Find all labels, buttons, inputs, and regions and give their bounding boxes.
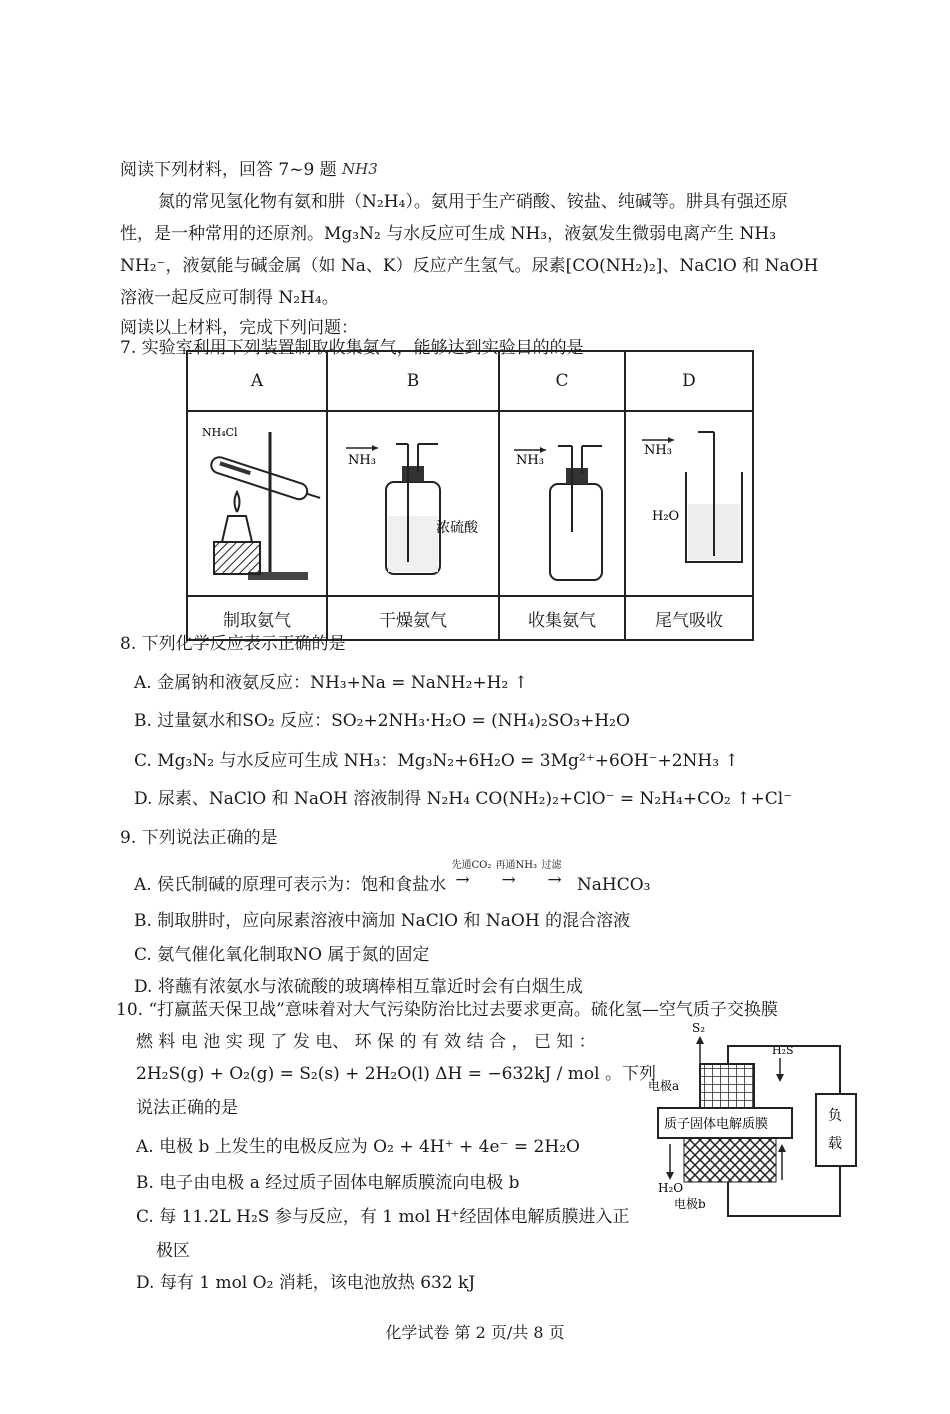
intro-instruction: 阅读以上材料，完成下列问题： (120, 318, 358, 338)
q10-stem-line-1: 10. “打赢蓝天保卫战”意味着对大气污染防治比过去要求更高。硫化氢—空气质子交换膜 (116, 1000, 778, 1020)
q10-stem-line-2: 燃 料 电 池 实 现 了 发 电、 环 保 的 有 效 结 合 ， 已 知 ： (136, 1032, 596, 1052)
q10-option-a: A. 电极 b 上发生的电极反应为 O₂ + 4H⁺ + 4e⁻ = 2H₂O (136, 1137, 580, 1157)
q9-option-b: B. 制取肼时，应向尿素溶液中滴加 NaClO 和 NaOH 的混合溶液 (134, 911, 631, 931)
arrow-icon: → (547, 870, 562, 890)
absorption-beaker-diagram (626, 412, 752, 590)
reagent-label: NH₄Cl (202, 426, 238, 439)
q10-stem-line-4: 说法正确的是 (136, 1098, 238, 1118)
q9-stem: 9. 下列说法正确的是 (120, 828, 278, 848)
arrow-icon: → (455, 870, 470, 890)
q8-stem: 8. 下列化学反应表示正确的是 (120, 634, 346, 654)
electrode-a-label: 电极a (648, 1079, 680, 1093)
q9-option-c: C. 氨气催化氧化制取NO 属于氮的固定 (134, 945, 430, 965)
electrode-b-label: 电极b (674, 1197, 706, 1211)
h2s-label: H₂S (772, 1044, 794, 1057)
q10-stem-line-3: 2H₂S(g) + O₂(g) = S₂(s) + 2H₂O(l) ΔH = −632kJ / mol 。下列 (136, 1064, 656, 1084)
membrane-label: 质子固体电解质膜 (664, 1117, 769, 1132)
header-a: A (187, 351, 327, 411)
load-label-2: 载 (828, 1136, 842, 1152)
q10-option-d: D. 每有 1 mol O₂ 消耗，该电池放热 632 kJ (136, 1273, 476, 1293)
option-a-product: NaHCO₃ (576, 875, 651, 895)
arrow-label-2: 再通NH₃ (495, 860, 537, 871)
intro-paragraph-line-3: NH₂⁻，液氨能与碱金属（如 Na、K）反应产生氢气。尿素[CO(NH₂)₂]、NaClO 和 NaOH (120, 256, 819, 276)
q10-option-c: C. 每 11.2L H₂S 参与反应，有 1 mol H⁺经固体电解质膜进入正 (136, 1207, 630, 1227)
intro-paragraph-line-2: 性，是一种常用的还原剂。Mg₃N₂ 与水反应可生成 NH₃，液氨发生微弱电离产生 NH₃ (120, 224, 777, 244)
heating-apparatus-diagram (188, 412, 326, 590)
page-footer: 化学试卷 第 2 页/共 8 页 (385, 1323, 565, 1342)
arrow-icon: → (501, 870, 516, 890)
gas-label: NH₃ (348, 453, 376, 468)
intro-paragraph-line-4: 溶液一起反应可制得 N₂H₄。 (120, 288, 339, 308)
header-d: D (625, 351, 753, 411)
load-label-1: 负 (828, 1108, 842, 1124)
caption-c: 收集氨气 (499, 596, 625, 640)
gas-label: NH₃ (516, 453, 544, 468)
fuel-cell-diagram (640, 1020, 860, 1220)
apparatus-b (327, 411, 499, 596)
reagent-label: 浓硫酸 (436, 520, 478, 536)
liquid-label: H₂O (652, 509, 680, 524)
q8-option-a: A. 金属钠和液氨反应：NH₃+Na = NaNH₂+H₂ ↑ (134, 673, 528, 693)
arrow-label-1: 先通CO₂ (451, 860, 492, 871)
apparatus-table (186, 350, 754, 641)
header-b: B (327, 351, 499, 411)
h2o-label: H₂O (658, 1181, 684, 1195)
intro-paragraph-line-1: 氮的常见氢化物有氨和肼（N₂H₄）。氨用于生产硝酸、铵盐、纯碱等。肼具有强还原 (158, 192, 788, 212)
caption-b: 干燥氨气 (327, 596, 499, 640)
apparatus-a (187, 411, 327, 596)
q10-option-c-continued: 极区 (156, 1241, 190, 1261)
process-arrows (451, 860, 572, 890)
q8-option-c: C. Mg₃N₂ 与水反应可生成 NH₃：Mg₃N₂+6H₂O = 3Mg²⁺+6OH⁻+2NH₃ ↑ (134, 751, 739, 771)
q9-option-d: D. 将蘸有浓氨水与浓硫酸的玻璃棒相互靠近时会有白烟生成 (134, 977, 583, 997)
apparatus-c (499, 411, 625, 596)
header-c: C (499, 351, 625, 411)
gas-label: NH₃ (644, 443, 672, 458)
q7-stem: 7. 实验室利用下列装置制取收集氨气，能够达到实验目的的是 (120, 338, 584, 358)
caption-a: 制取氨气 (187, 596, 327, 640)
q8-option-b: B. 过量氨水和SO₂ 反应：SO₂+2NH₃·H₂O = (NH₄)₂SO₃+H₂O (134, 711, 630, 731)
gas-washing-bottle-diagram (328, 412, 498, 590)
arrow-label-3: 过滤 (541, 860, 562, 871)
q10-option-b: B. 电子由电极 a 经过质子固体电解质膜流向电极 b (136, 1173, 520, 1193)
intro-heading: 阅读下列材料，回答 7~9 题 (120, 160, 337, 180)
collection-bottle-diagram (500, 412, 624, 590)
caption-d: 尾气吸收 (625, 596, 753, 640)
handwritten-note: NH3 (342, 160, 378, 178)
option-a-prefix: A. 侯氏制碱的原理可表示为：饱和食盐水 (134, 875, 447, 895)
q9-option-a (134, 860, 651, 895)
q8-option-d: D. 尿素、NaClO 和 NaOH 溶液制得 N₂H₄ CO(NH₂)₂+ClO⁻ = N₂H₄+CO₂ ↑+Cl⁻ (134, 789, 793, 809)
apparatus-d (625, 411, 753, 596)
s2-label: S₂ (692, 1021, 706, 1035)
